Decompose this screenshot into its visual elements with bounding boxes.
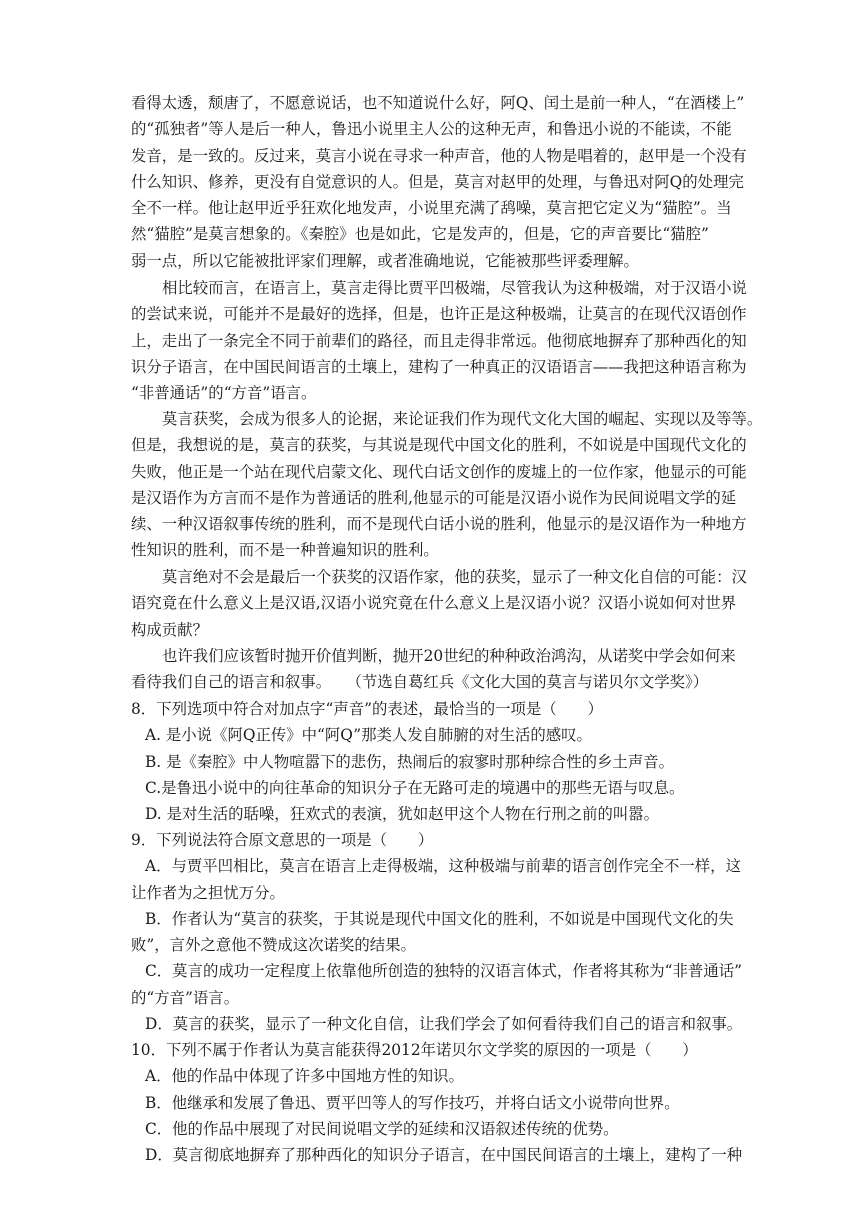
passage-paragraph-1 <box>131 90 747 274</box>
text-line: 也许我们应该暂时抛开价值判断，抛开20世纪的种种政治鸿沟，从诺奖中学会如何来 <box>162 647 736 665</box>
text-line: 相比较而言，在语言上，莫言走得比贾平凹极端，尽管我认为这种极端，对于汉语小说 <box>162 279 747 297</box>
text-line: 上，走出了一条完全不同于前辈们的路径，而且走得非常远。他彻底地摒弃了那种西化的知 <box>131 331 747 350</box>
question-stem: 8．下列选项中符合对加点字“声音”的表述，最恰当的一项是（ ） <box>131 700 603 718</box>
text-line: 但是，我想说的是，莫言的获奖，与其说是现代中国文化的胜利，不如说是中国现代文化的 <box>131 436 747 455</box>
option-b: B．他继承和发展了鲁迅、贾平凹等人的写作技巧，并将白话文小说带向世界。 <box>145 1093 680 1112</box>
option-b: B. 是《秦腔》中人物喧嚣下的悲伤，热闹后的寂寥时那种综合性的乡土声音。 <box>145 752 674 771</box>
text-line: 发音，是一致的。反过来，莫言小说在寻求一种声音，他的人物是唱着的，赵甲是一个没有 <box>131 146 747 165</box>
option-c: C．莫言的成功一定程度上依靠他所创造的独特的汉语言体式，作者将其称为“非普通话” <box>145 962 742 981</box>
text-line: 构成贡献？ <box>131 620 208 639</box>
text-line: 的“孤独者”等人是后一种人，鲁迅小说里主人公的这种无声，和鲁迅小说的不能读，不能 <box>131 120 732 139</box>
option-d: D．莫言的获奖，显示了一种文化自信，让我们学会了如何看待我们自己的语言和叙事。 <box>145 1015 743 1034</box>
option-a: A．他的作品中体现了许多中国地方性的知识。 <box>145 1067 464 1086</box>
text-line: 全不一样。他让赵甲近乎狂欢化地发声，小说里充满了鸹噪，莫言把它定义为“猫腔”。当 <box>131 199 732 218</box>
question-10 <box>131 1037 743 1168</box>
question-9 <box>131 827 743 1037</box>
question-stem: 9．下列说法符合原文意思的一项是（ ） <box>131 831 434 849</box>
text-line: 什么知识、修养，更没有自觉意识的人。但是，莫言对赵甲的处理，与鲁迅对阿Q的处理完 <box>131 172 744 191</box>
text-line: 的尝试来说，可能并不是最好的选择，但是，也许正是这种极端，让莫言的在现代汉语创作 <box>131 305 747 324</box>
text-line: 是汉语作为方言而不是作为普通话的胜利,他显示的可能是汉语小说作为民间说唱文学的延 <box>131 488 737 507</box>
option-a: A．与贾平凹相比，莫言在语言上走得极端，这种极端与前辈的语言创作完全不一样，这 <box>145 857 741 876</box>
question-8 <box>131 696 731 827</box>
option-d: D．莫言彻底地摒弃了那种西化的知识分子语言，在中国民间语言的土壤上，建构了一种 <box>145 1146 743 1165</box>
text-line: 看得太透，颓唐了，不愿意说话，也不知道说什么好，阿Q、闰土是前一种人，“在酒楼上” <box>131 94 745 112</box>
text-line: 性知识的胜利，而不是一种普遍知识的胜利。 <box>131 541 439 560</box>
text-line: 弱一点，所以它能被批评家们理解，或者准确地说，它能被那些评委理解。 <box>131 251 639 270</box>
option-c: C.是鲁迅小说中的向往革命的知识分子在无路可走的境遇中的那些无语与叹息。 <box>145 778 685 797</box>
passage-paragraph-4 <box>131 564 747 643</box>
option-c: C．他的作品中展现了对民间说唱文学的延续和汉语叙述传统的优势。 <box>145 1119 619 1138</box>
option-d: D. 是对生活的聒噪，狂欢式的表演，犹如赵甲这个人物在行刑之前的叫嚣。 <box>145 805 660 824</box>
option-c-continued: 的“方音”语言。 <box>131 988 240 1007</box>
text-line: “非普通话”的“方音”语言。 <box>131 384 317 403</box>
option-b-continued: 败”，言外之意他不赞成这次诺奖的结果。 <box>131 936 416 955</box>
option-a: A. 是小说《阿Q正传》中“阿Q”那类人发自肺腑的对生活的感叹。 <box>145 726 592 745</box>
text-line: 莫言获奖，会成为很多人的论据，来论证我们作为现代文化大国的崛起、实现以及等等。 <box>162 410 763 428</box>
text-line: 莫言绝对不会是最后一个获奖的汉语作家，他的获奖，显示了一种文化自信的可能：汉 <box>162 568 747 586</box>
passage-paragraph-3 <box>131 406 763 564</box>
option-a-continued: 让作者为之担忧万分。 <box>131 883 285 902</box>
text-line: 看待我们自己的语言和叙事。 （节选自葛红兵《文化大国的莫言与诺贝尔文学奖》） <box>131 673 709 692</box>
text-line: 语究竟在什么意义上是汉语,汉语小说究竟在什么意义上是汉语小说？汉语小说如何对世界 <box>131 594 737 613</box>
text-line: 然“猫腔”是莫言想象的。《秦腔》也是如此，它是发声的，但是，它的声音要比“猫腔” <box>131 225 709 244</box>
passage-paragraph-5 <box>131 643 736 696</box>
passage-paragraph-2 <box>131 275 747 406</box>
text-line: 续、一种汉语叙事传统的胜利，而不是现代白话小说的胜利，他显示的是汉语作为一种地方 <box>131 515 747 534</box>
option-b: B．作者认为“莫言的获奖，于其说是现代中国文化的胜利，不如说是中国现代文化的失 <box>145 909 734 928</box>
text-line: 失败，他正是一个站在现代启蒙文化、现代白话文创作的废墟上的一位作家，他显示的可能 <box>131 462 747 481</box>
text-line: 识分子语言，在中国民间语言的土壤上，建构了一种真正的汉语语言——我把这种语言称为 <box>131 357 747 376</box>
question-stem: 10．下列不属于作者认为莫言能获得2012年诺贝尔文学奖的原因的一项是（ ） <box>131 1041 698 1059</box>
